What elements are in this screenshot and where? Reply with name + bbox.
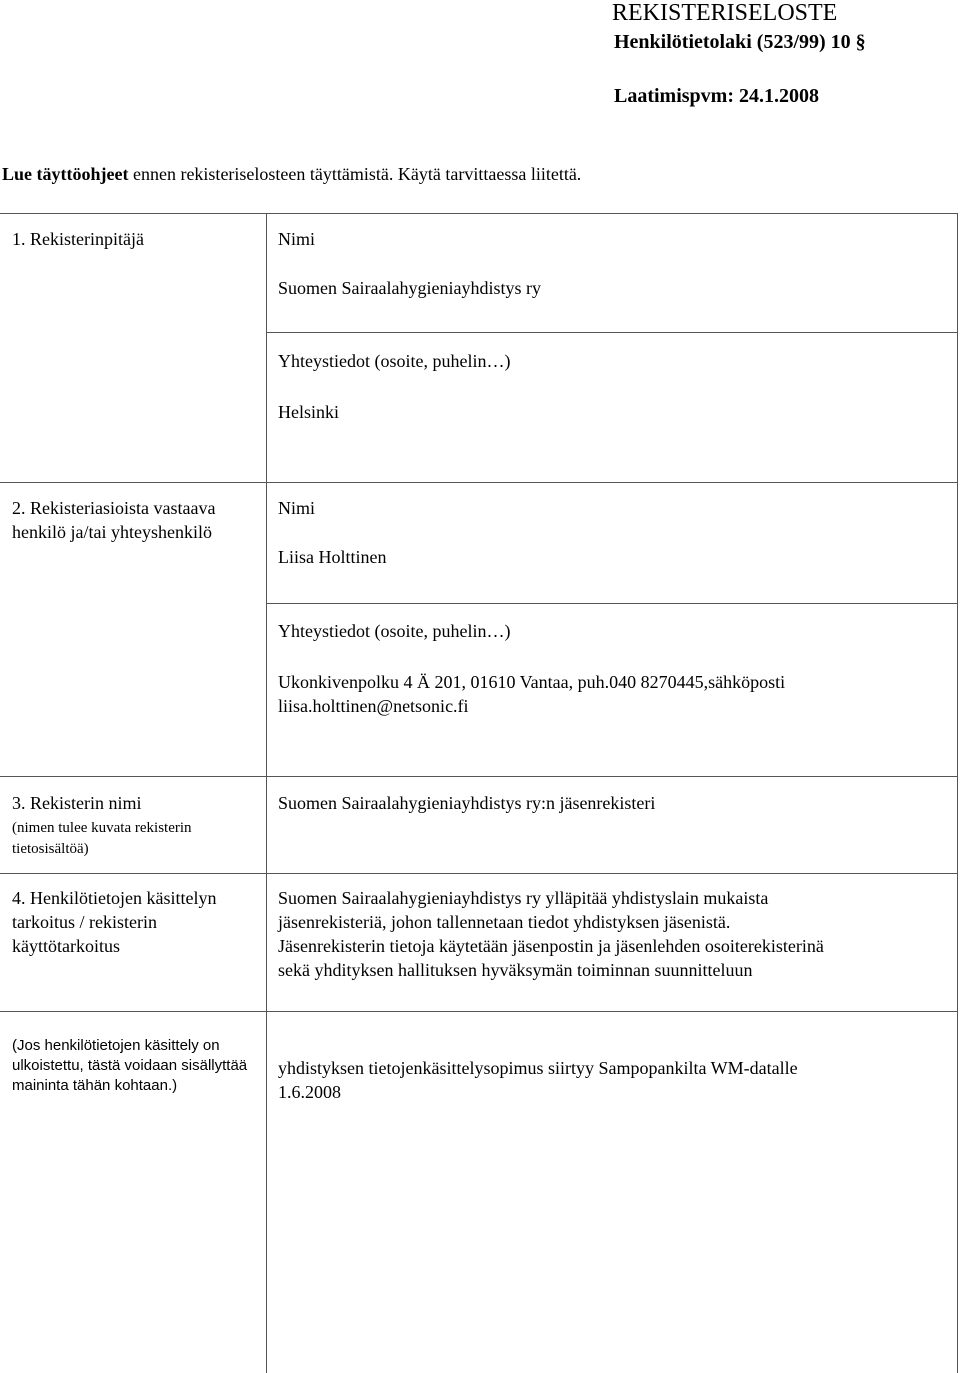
section-2-name-value: Liisa Holttinen <box>278 547 387 567</box>
instructions-rest: ennen rekisteriselosteen täyttämistä. Käytä tarvittaessa liitettä. <box>128 164 582 184</box>
section-4-value-line2: jäsenrekisteriä, johon tallennetaan tiedot yhdistyksen jäsenistä. <box>278 912 731 932</box>
section-4-label-line2: tarkoitus / rekisterin <box>12 912 157 932</box>
section-1-contact-value: Helsinki <box>278 402 339 422</box>
section-3-note-line2: tietosisältöä) <box>12 841 89 857</box>
section-5-value-line2: 1.6.2008 <box>278 1082 341 1102</box>
section-2-label-line2: henkilö ja/tai yhteyshenkilö <box>12 522 212 542</box>
section-4-label-line3: käyttötarkoitus <box>12 936 120 956</box>
row-border <box>0 873 958 874</box>
section-1-name-value: Suomen Sairaalahygieniayhdistys ry <box>278 278 541 298</box>
section-2-label-line1: 2. Rekisteriasioista vastaava <box>12 498 216 518</box>
row-border <box>0 213 958 214</box>
section-4-value-line3: Jäsenrekisterin tietoja käytetään jäsenpostin ja jäsenlehden osoiterekisterinä <box>278 936 824 956</box>
section-4-label-line1: 4. Henkilötietojen käsittelyn <box>12 888 217 908</box>
row-border <box>0 1011 958 1012</box>
creation-date: Laatimispvm: 24.1.2008 <box>614 85 819 107</box>
section-4-value-line4: sekä yhdityksen hallituksen hyväksymän toiminnan suunnitteluun <box>278 960 753 980</box>
section-1-label: 1. Rekisterinpitäjä <box>12 229 144 249</box>
section-3-value: Suomen Sairaalahygieniayhdistys ry:n jäsenrekisteri <box>278 793 656 813</box>
section-5-note-line2: ulkoistettu, tästä voidaan sisällyttää <box>12 1057 248 1074</box>
section-4-value-line1: Suomen Sairaalahygieniayhdistys ry ylläpitää yhdistyslain mukaista <box>278 888 769 908</box>
row-border <box>266 332 958 333</box>
section-5-value-line1: yhdistyksen tietojenkäsittelysopimus siirtyy Sampopankilta WM-datalle <box>278 1058 798 1078</box>
section-5-note-line1: (Jos henkilötietojen käsittely on <box>12 1037 220 1054</box>
right-border <box>957 213 958 1373</box>
section-3-label: 3. Rekisterin nimi <box>12 793 142 813</box>
instructions <box>2 163 581 186</box>
instructions-bold: Lue täyttöohjeet <box>2 164 129 184</box>
row-border <box>266 603 958 604</box>
section-3-note-line1: (nimen tulee kuvata rekisterin <box>12 820 192 836</box>
section-1-name-label: Nimi <box>278 229 316 249</box>
section-2-contact-line2: liisa.holttinen@netsonic.fi <box>278 696 469 716</box>
document-title: REKISTERISELOSTE <box>612 0 838 26</box>
section-2-contact-line1: Ukonkivenpolku 4 Ä 201, 01610 Vantaa, puh.040 8270445,sähköposti <box>278 672 786 692</box>
row-border <box>0 776 958 777</box>
section-5-note-line3: maininta tähän kohtaan.) <box>12 1077 178 1094</box>
section-1-contact-label: Yhteystiedot (osoite, puhelin…) <box>278 351 511 371</box>
row-border <box>0 482 958 483</box>
law-reference: Henkilötietolaki (523/99) 10 § <box>614 31 866 53</box>
section-2-contact-label: Yhteystiedot (osoite, puhelin…) <box>278 621 511 641</box>
section-2-name-label: Nimi <box>278 498 316 518</box>
column-divider <box>266 213 267 1373</box>
